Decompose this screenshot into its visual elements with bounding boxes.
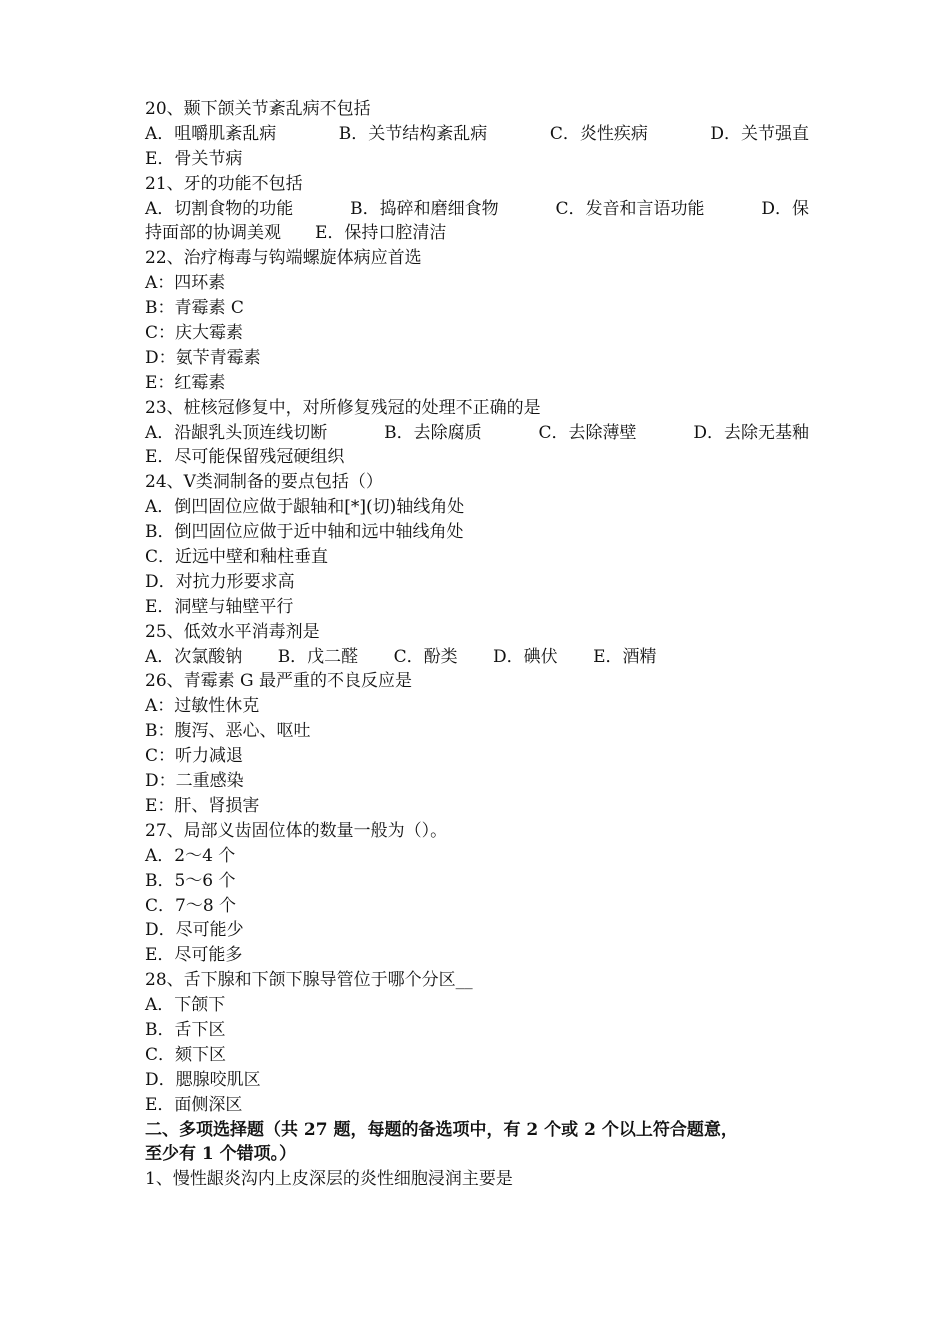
option-e: E．骨关节病 bbox=[145, 148, 243, 169]
option-a: A．倒凹固位应做于龈轴和[*](切)轴线角处 bbox=[145, 497, 465, 518]
option-a: A．切割食物的功能 bbox=[145, 198, 294, 219]
option-c: C：庆大霉素 bbox=[145, 323, 244, 344]
option-a: A：过敏性休克 bbox=[145, 696, 260, 717]
option-c: C．去除薄壁 bbox=[538, 422, 637, 443]
question-25-stem: 25、低效水平消毒剂是 bbox=[145, 621, 320, 642]
option-b: B．捣碎和磨细食物 bbox=[350, 198, 499, 219]
option-c: C．近远中壁和釉柱垂直 bbox=[145, 547, 329, 568]
option-b: B．关节结构紊乱病 bbox=[338, 123, 488, 144]
option-a: A．咀嚼肌紊乱病 bbox=[145, 123, 277, 144]
option-b: B．去除腐质 bbox=[384, 422, 482, 443]
question-22-stem: 22、治疗梅毒与钩端螺旋体病应首选 bbox=[145, 248, 422, 269]
option-c: C．发音和言语功能 bbox=[555, 198, 705, 219]
option-b: B．舌下区 bbox=[145, 1019, 226, 1040]
option-d: D．对抗力形要求高 bbox=[145, 571, 295, 592]
option-b: B：腹泻、恶心、呕吐 bbox=[145, 721, 311, 742]
option-a: A．次氯酸钠 bbox=[145, 646, 243, 667]
question-21-options bbox=[145, 197, 809, 222]
question-20-options bbox=[145, 122, 809, 147]
option-d: D．碘伏 bbox=[493, 646, 558, 667]
option-a: A．下颌下 bbox=[145, 995, 226, 1016]
option-a: A：四环素 bbox=[145, 273, 226, 294]
question-26-stem: 26、青霉素 G 最严重的不良反应是 bbox=[145, 671, 413, 692]
question-28-stem: 28、舌下腺和下颌下腺导管位于哪个分区__ bbox=[145, 970, 473, 991]
question-20-stem: 20、颞下颌关节紊乱病不包括 bbox=[145, 99, 371, 119]
option-d: D．腮腺咬肌区 bbox=[145, 1069, 261, 1090]
option-e: E：红霉素 bbox=[145, 372, 226, 393]
option-b: B．5～6 个 bbox=[145, 870, 236, 891]
option-d: D．去除无基釉 bbox=[693, 422, 809, 443]
section-heading-line-2: 至少有 1 个错项。） bbox=[145, 1144, 297, 1165]
option-e: E．尽可能保留残冠硬组织 bbox=[145, 447, 345, 468]
option-e: E．酒精 bbox=[593, 646, 657, 667]
option-c: C．颏下区 bbox=[145, 1044, 227, 1065]
option-c: C：听力减退 bbox=[145, 746, 244, 767]
question-21-continuation: 持面部的协调美观 E．保持口腔清洁 bbox=[145, 223, 447, 244]
question-24-stem: 24、Ⅴ类洞制备的要点包括（） bbox=[145, 472, 383, 493]
question-23-stem: 23、桩核冠修复中，对所修复残冠的处理不正确的是 bbox=[145, 397, 541, 418]
section-heading-line-1: 二、多项选择题（共 27 题，每题的备选项中，有 2 个或 2 个以上符合题意， bbox=[145, 1119, 738, 1140]
option-c: C．酚类 bbox=[393, 646, 458, 667]
option-a: A．2～4 个 bbox=[145, 845, 236, 866]
option-d: D：氨苄青霉素 bbox=[145, 347, 261, 368]
exam-page bbox=[145, 97, 809, 1192]
option-d: D．尽可能少 bbox=[145, 920, 244, 941]
question-25-options bbox=[145, 645, 809, 670]
option-c: C．7～8 个 bbox=[145, 895, 237, 916]
option-e: E：肝、肾损害 bbox=[145, 795, 260, 816]
multi-question-1-stem: 1、慢性龈炎沟内上皮深层的炎性细胞浸润主要是 bbox=[145, 1169, 513, 1190]
option-c: C．炎性疾病 bbox=[549, 123, 648, 144]
option-e: E．洞壁与轴壁平行 bbox=[145, 596, 294, 617]
option-e: E．尽可能多 bbox=[145, 945, 243, 966]
option-d: D．关节强直 bbox=[710, 123, 809, 144]
option-d: D：二重感染 bbox=[145, 771, 244, 792]
question-23-options bbox=[145, 421, 809, 446]
option-a: A．沿龈乳头顶连线切断 bbox=[145, 422, 328, 443]
question-21-stem: 21、牙的功能不包括 bbox=[145, 173, 303, 194]
option-d: D．保 bbox=[761, 198, 809, 219]
option-b: B．倒凹固位应做于近中轴和远中轴线角处 bbox=[145, 522, 464, 543]
option-b: B：青霉素 C bbox=[145, 298, 244, 319]
option-e: E．面侧深区 bbox=[145, 1094, 243, 1115]
question-27-stem: 27、局部义齿固位体的数量一般为（）。 bbox=[145, 820, 448, 841]
option-b: B．戊二醛 bbox=[277, 646, 359, 667]
